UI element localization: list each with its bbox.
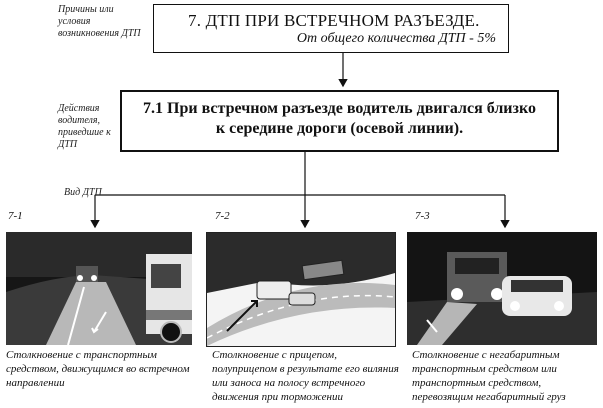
case-code-3: 7-3 bbox=[415, 210, 430, 222]
case-caption-3: Столкновение с негабаритным транспортным средством или транспортным средством, перевозящим негабаритный груз bbox=[412, 349, 566, 403]
action-line-2: к середине дороги (осевой линии). bbox=[215, 120, 464, 137]
action-box bbox=[120, 90, 559, 152]
action-text bbox=[122, 99, 557, 139]
label-actions: Действия водителя, приведшие к ДТП bbox=[58, 103, 111, 150]
night-collision-image bbox=[6, 232, 192, 345]
illustration-case-3 bbox=[407, 232, 597, 345]
case-code-2: 7-2 bbox=[215, 210, 230, 222]
label-causes: Причины или условия возникновения ДТП bbox=[58, 4, 141, 39]
header-subtitle: От общего количества ДТП - 5% bbox=[296, 31, 496, 46]
illustration-case-1 bbox=[6, 232, 192, 345]
illustration-case-2 bbox=[206, 232, 396, 347]
trailer-skid-image bbox=[207, 233, 395, 346]
oversized-vehicle-image bbox=[407, 232, 597, 345]
action-line-1: 7.1 При встречном разъезде водитель двигался близко bbox=[143, 100, 536, 117]
case-caption-2: Столкновение с прицепом, полуприцепом в результате его виляния или заноса на полосу встречного движения при торможении bbox=[212, 349, 399, 403]
case-caption-1: Столкновение с транспортным средством, движущимся во встречном направлении bbox=[6, 349, 190, 389]
label-type: Вид ДТП bbox=[64, 187, 102, 198]
header-title: 7. ДТП ПРИ ВСТРЕЧНОМ РАЗЪЕЗДЕ. bbox=[188, 11, 480, 30]
header-box bbox=[153, 4, 509, 53]
case-code-1: 7-1 bbox=[8, 210, 23, 222]
